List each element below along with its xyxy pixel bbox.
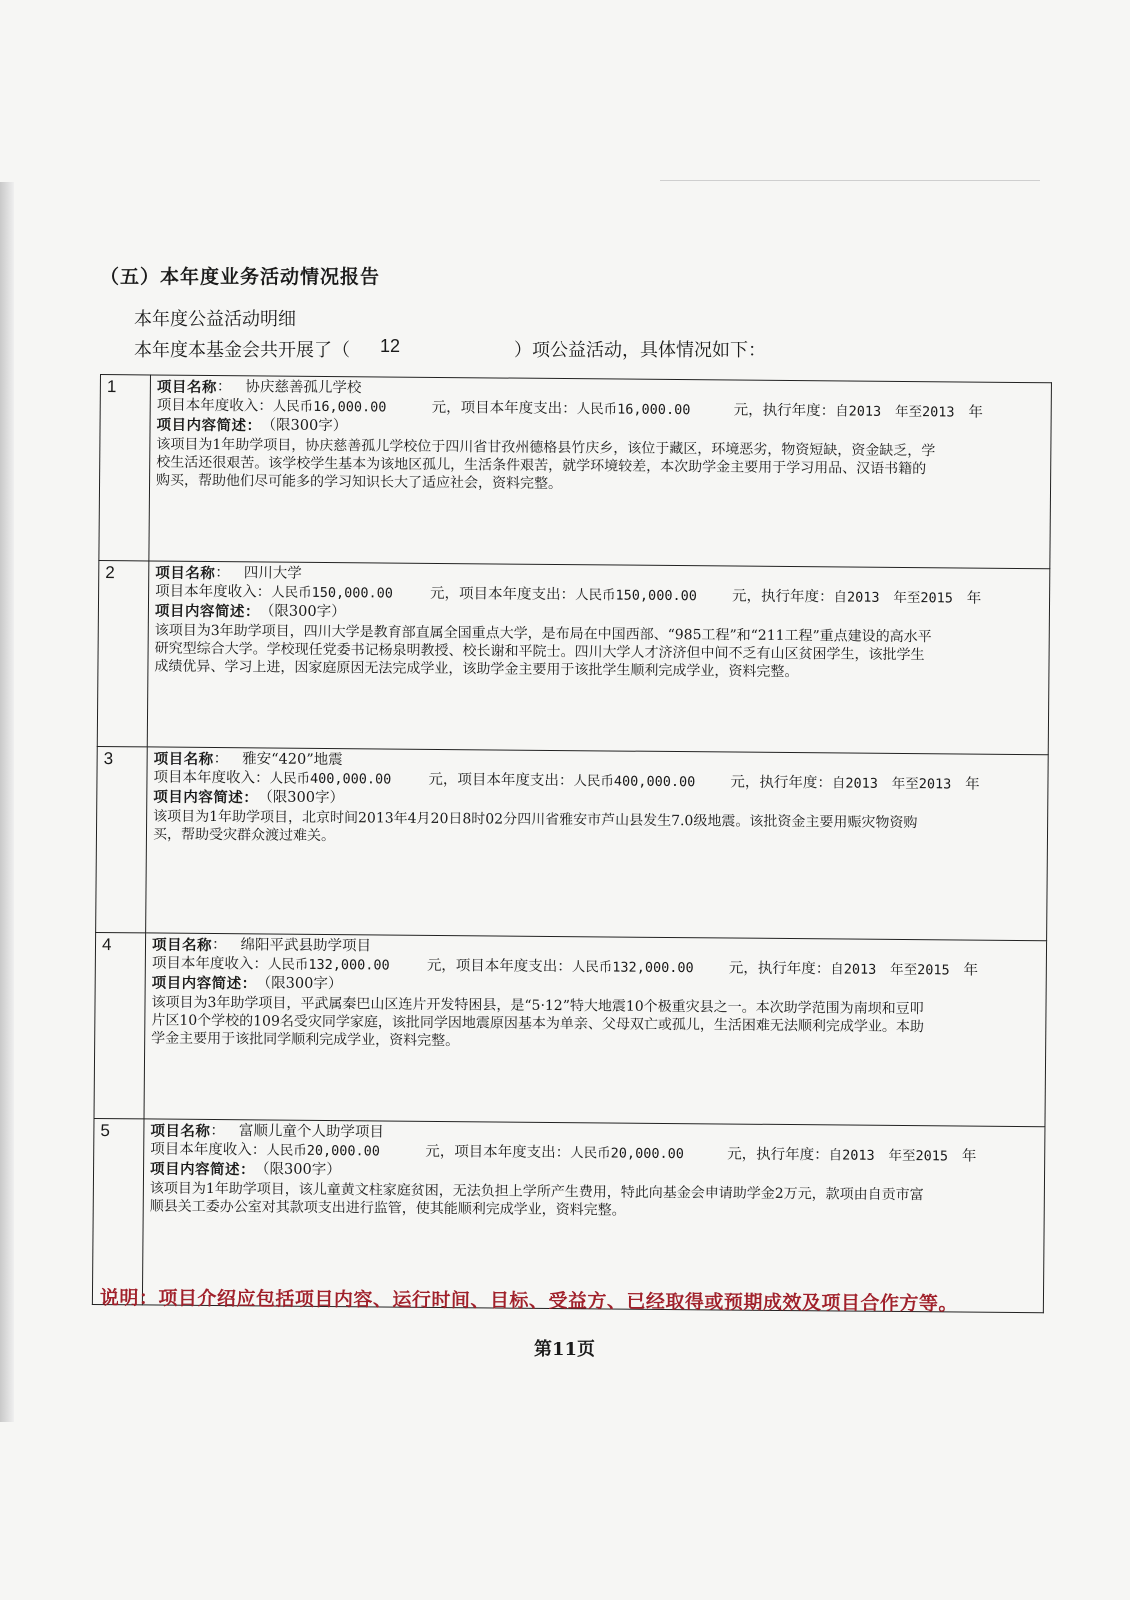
desc-limit: （限300字） xyxy=(259,603,346,621)
project-name-label: 项目名称 xyxy=(153,750,214,769)
project-name-label: 项目名称 xyxy=(156,378,217,397)
colon: ： xyxy=(213,751,229,768)
divider xyxy=(660,180,1040,181)
colon: ： xyxy=(210,1122,225,1140)
year-unit: 年 xyxy=(968,404,983,421)
desc-label: 项目内容简述： xyxy=(153,788,259,807)
year-unit: 年 xyxy=(963,962,979,979)
year-to: 年至2015 xyxy=(893,589,954,607)
expense-label: 元，项目本年度支出： xyxy=(431,399,577,418)
year-from: 自2013 xyxy=(831,775,879,792)
colon: ： xyxy=(215,565,230,582)
project-name: 绵阳平武县助学项目 xyxy=(240,937,372,955)
expense-value: 人民币150,000.00 xyxy=(575,587,697,605)
project-name: 雅安“420”地震 xyxy=(242,751,343,769)
desc-label: 项目内容简述： xyxy=(156,416,262,435)
income-label: 项目本年度收入： xyxy=(153,769,270,787)
income-value: 人民币20,000.00 xyxy=(266,1142,380,1160)
expense-label: 元，项目本年度支出： xyxy=(430,585,576,604)
year-to: 年至2013 xyxy=(891,775,952,793)
desc-label: 项目内容简述： xyxy=(151,974,257,993)
expense-value: 人民币132,000.00 xyxy=(571,959,694,977)
expense-label: 元，项目本年度支出： xyxy=(425,1143,571,1162)
income-value: 人民币400,000.00 xyxy=(269,770,392,788)
income-label: 项目本年度收入： xyxy=(156,397,273,415)
project-number: 2 xyxy=(97,560,149,746)
project-description: 该项目为3年助学项目，四川大学是教育部直属全国重点大学，是布局在中国西部、“985工程”和“211工程”重点建设的高水平研究型综合大学。学校现任党委书记杨泉明教授、校长谢和平院士。四川大学人才济济但中间不乏有山区贫困学生，该批学生成绩优异、学习上进，因家庭原因无法完成学业，该助学金主要用于该批学生顺利完成学业，资料完整。 xyxy=(154,622,932,681)
page-number: 第11页 xyxy=(534,1339,596,1360)
income-value: 人民币150,000.00 xyxy=(271,584,393,602)
project-cell xyxy=(149,375,1052,569)
year-label: 元，执行年度： xyxy=(733,402,836,420)
project-cell xyxy=(146,747,1049,941)
desc-limit: （限300字） xyxy=(258,789,345,807)
summary-suffix: ）项公益活动，具体情况如下： xyxy=(514,340,766,361)
year-from: 自2013 xyxy=(828,1147,875,1164)
year-from: 自2013 xyxy=(830,961,877,978)
expense-label: 元，项目本年度支出： xyxy=(428,771,574,790)
colon: ： xyxy=(216,379,232,396)
note: 说明：项目介绍应包括项目内容、运行时间、目标、受益方、已经取得或预期成效及项目合作方等。 xyxy=(99,1286,958,1315)
expense-value: 人民币20,000.00 xyxy=(570,1145,684,1163)
year-label: 元，执行年度： xyxy=(727,1146,829,1164)
income-label: 项目本年度收入： xyxy=(150,1141,267,1159)
project-name: 协庆慈善孤儿学校 xyxy=(245,379,362,397)
desc-limit: （限300字） xyxy=(261,417,348,435)
project-row xyxy=(94,932,1047,1126)
project-description: 该项目为1年助学项目，该儿童黄文柱家庭贫困，无法负担上学所产生费用，特此向基金会申请助学金2万元，款项由自贡市富顺县关工委办公室对其款项支出进行监管，使其能顺利完成学业，资料完整。 xyxy=(149,1180,924,1219)
year-to: 年至2015 xyxy=(888,1147,949,1165)
desc-label: 项目内容简述： xyxy=(154,602,261,621)
year-unit: 年 xyxy=(965,776,980,793)
project-name-label: 项目名称 xyxy=(151,936,213,954)
project-description: 该项目为3年助学项目，平武属秦巴山区连片开发特困县，是“5·12”特大地震10个极重灾县之一。本次助学范围为南坝和豆叩片区10个学校的109名受灾同学家庭，该批同学因地震原因基本为单亲、父母双亡或孤儿，生活困难无法顺利完成学业。本助学金主要用于该批同学顺利完成学业，资料完整。 xyxy=(151,994,924,1050)
project-number: 4 xyxy=(94,932,146,1118)
income-value: 人民币16,000.00 xyxy=(272,398,387,416)
project-name-label: 项目名称 xyxy=(150,1122,211,1140)
year-unit: 年 xyxy=(966,590,982,607)
summary-prefix: 本年度本基金会共开展了（ xyxy=(134,340,350,361)
project-name: 四川大学 xyxy=(243,565,302,582)
project-description: 该项目为1年助学项目，协庆慈善孤儿学校位于四川省甘孜州德格县竹庆乡，该位于藏区，环境恶劣，物资短缺，资金缺乏，学校生活还很艰苦。该学校学生基本为该地区孤儿，生活条件艰苦，就学环境较差，本次助学金主要用于学习用品、汉语书籍的购买，帮助他们尽可能多的学习知识长大了适应社会，资料完整。 xyxy=(156,436,936,493)
project-cell xyxy=(147,561,1050,755)
project-number: 5 xyxy=(92,1118,144,1304)
project-description: 该项目为1年助学项目，北京时间2013年4月20日8时02分四川省雅安市芦山县发生7.0级地震。该批资金主要用赈灾物资购买，帮助受灾群众渡过难关。 xyxy=(152,808,918,845)
year-to: 年至2015 xyxy=(890,961,950,979)
expense-label: 元，项目本年度支出： xyxy=(426,957,572,976)
year-unit: 年 xyxy=(961,1148,977,1165)
year-label: 元，执行年度： xyxy=(728,960,831,978)
income-label: 项目本年度收入： xyxy=(155,583,272,601)
income-value: 人民币132,000.00 xyxy=(267,956,390,974)
colon: ： xyxy=(211,936,227,954)
activity-count: 12 xyxy=(380,336,401,356)
year-label: 元，执行年度： xyxy=(732,588,834,606)
scan-edge-shadow xyxy=(0,182,14,1422)
project-cell xyxy=(144,933,1047,1127)
year-to: 年至2013 xyxy=(894,403,955,421)
expense-value: 人民币400,000.00 xyxy=(573,773,696,791)
subtitle: 本年度公益活动明细 xyxy=(134,309,296,330)
activity-summary xyxy=(134,336,834,362)
project-number: 3 xyxy=(96,746,148,932)
desc-limit: （限300字） xyxy=(256,975,343,993)
expense-value: 人民币16,000.00 xyxy=(576,401,691,419)
project-name-label: 项目名称 xyxy=(155,564,216,583)
desc-limit: （限300字） xyxy=(254,1161,341,1179)
desc-label: 项目内容简述： xyxy=(149,1160,256,1179)
project-row xyxy=(96,746,1049,940)
project-row xyxy=(99,375,1052,569)
projects-table xyxy=(92,374,1052,1313)
year-label: 元，执行年度： xyxy=(730,774,833,792)
project-name: 富顺儿童个人助学项目 xyxy=(238,1123,384,1141)
income-label: 项目本年度收入： xyxy=(151,955,268,973)
project-row xyxy=(97,560,1050,754)
year-from: 自2013 xyxy=(833,589,880,606)
year-from: 自2013 xyxy=(835,403,882,420)
project-number: 1 xyxy=(99,375,151,561)
section-title: （五）本年度业务活动情况报告 xyxy=(100,266,381,288)
